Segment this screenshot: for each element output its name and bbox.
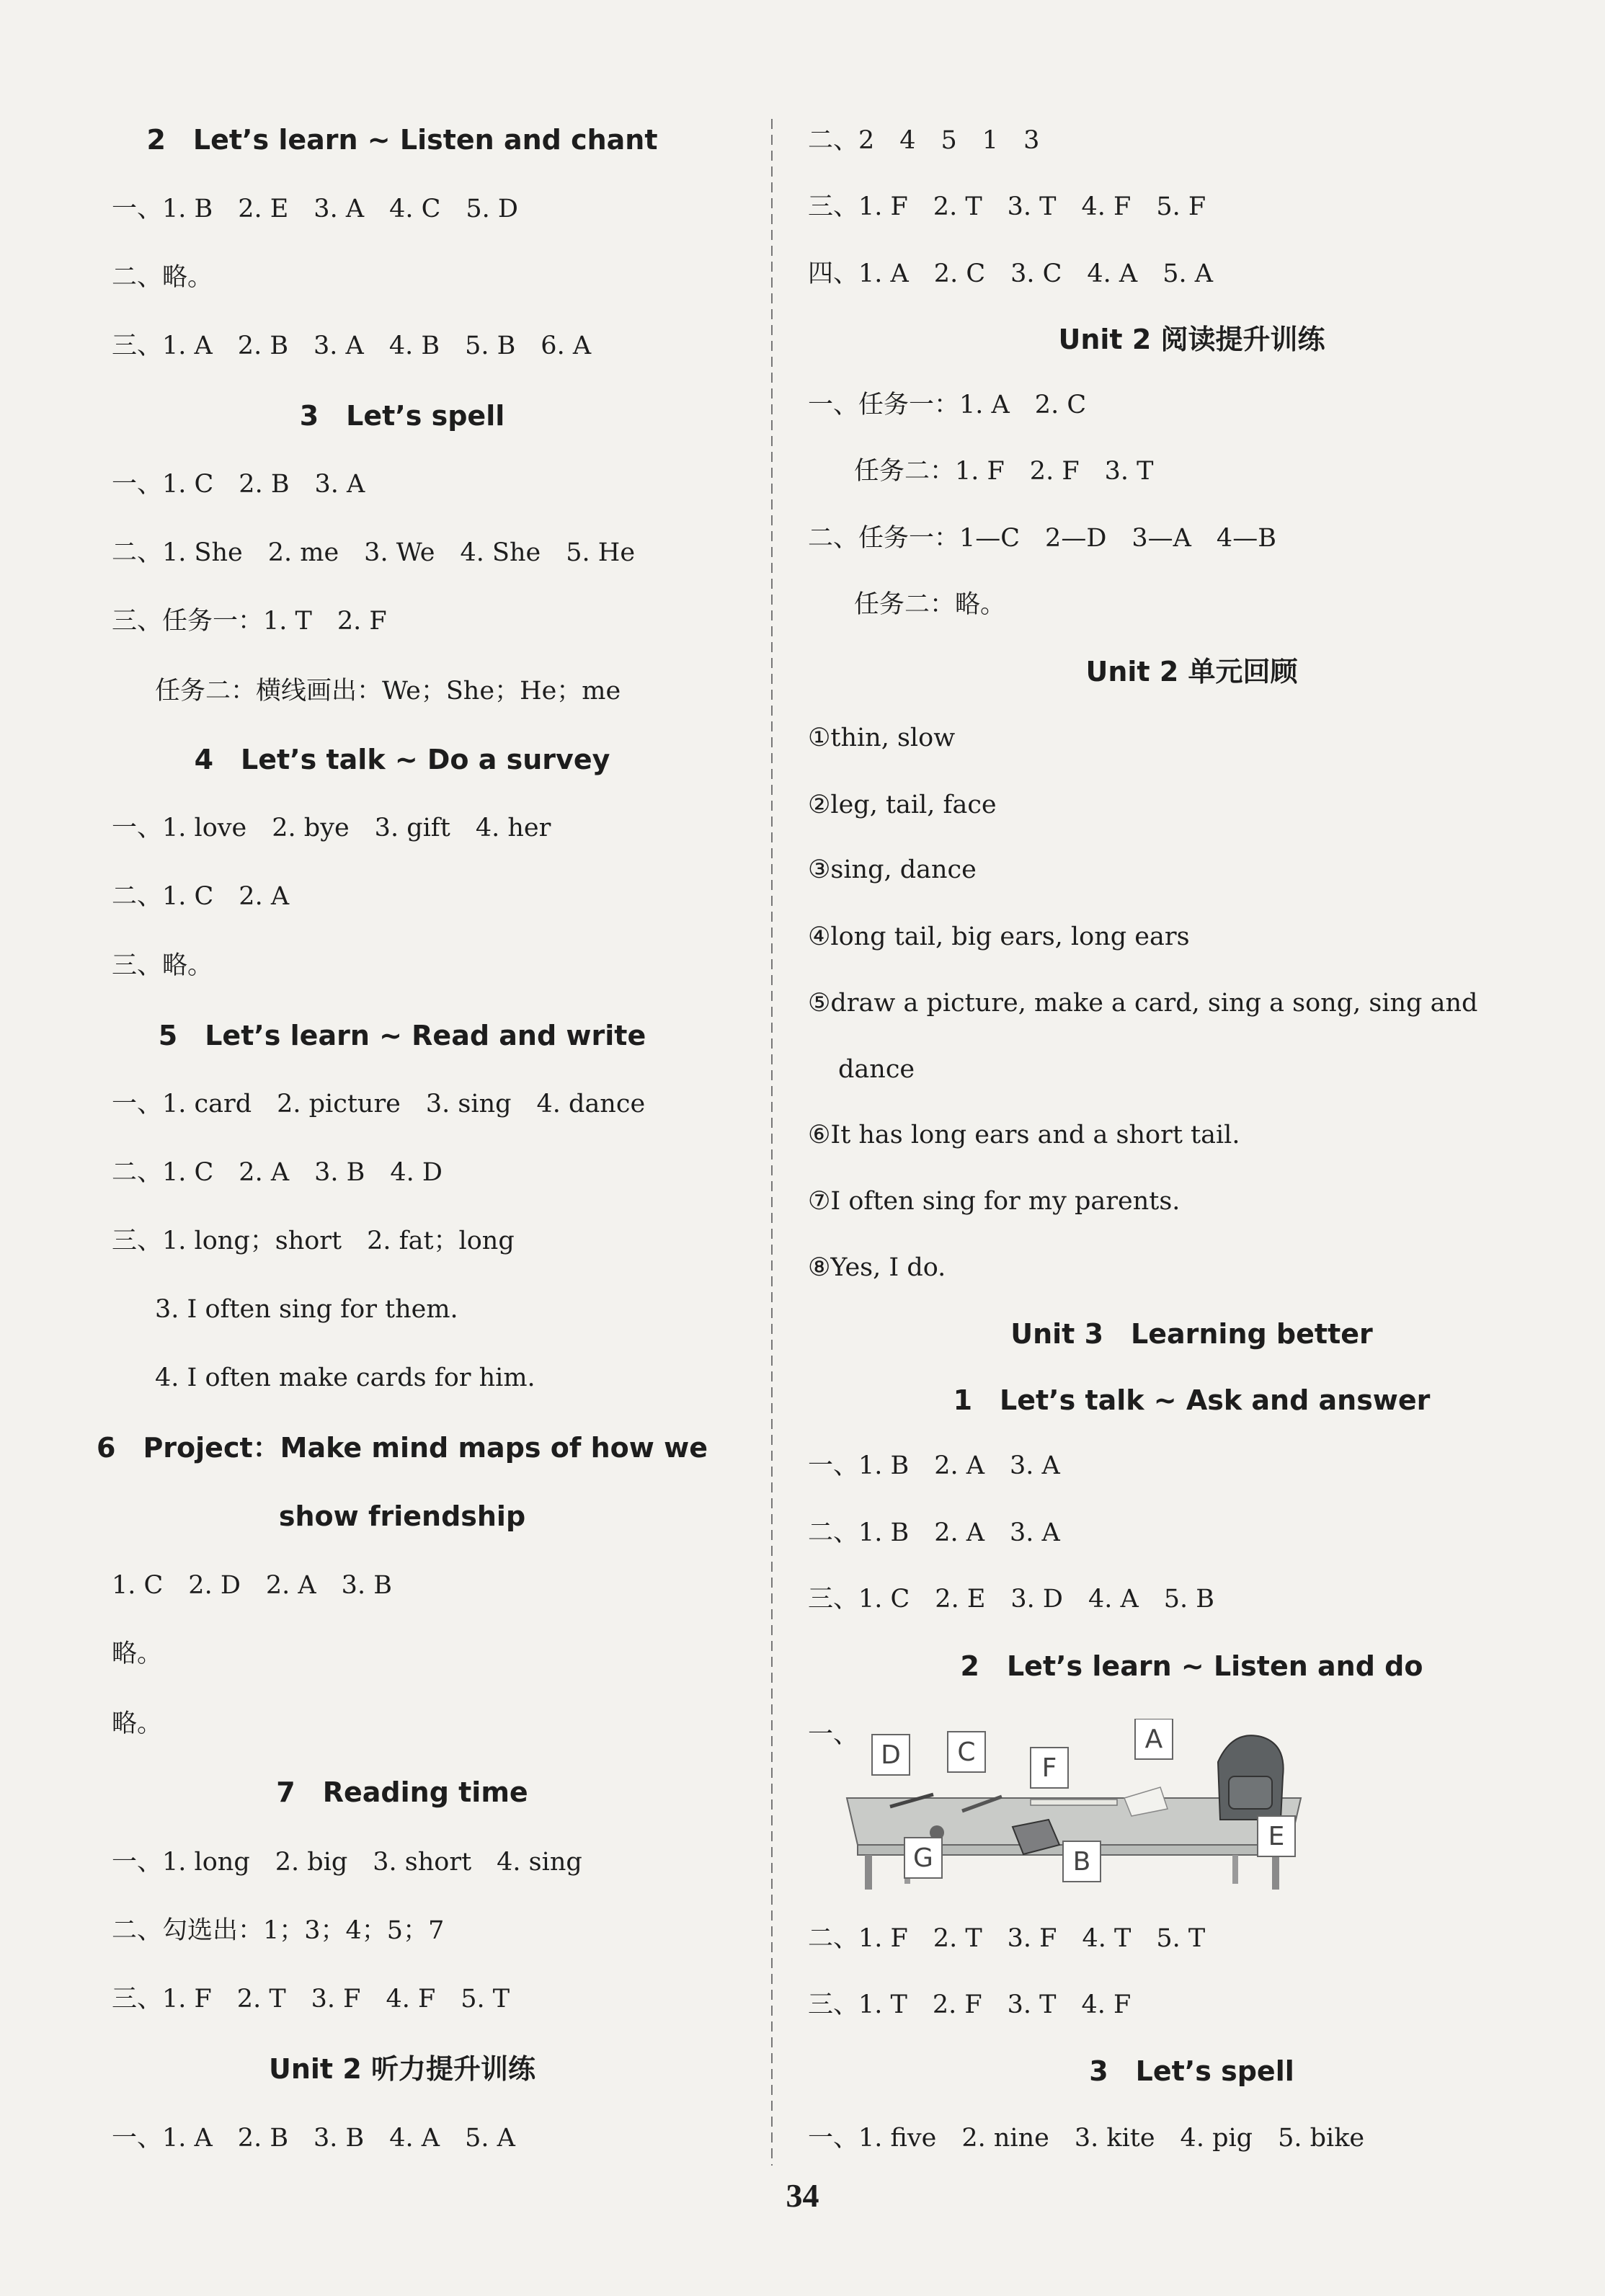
label-e	[1258, 1816, 1295, 1856]
section-heading: Unit 3 Learning better	[1010, 1318, 1373, 1350]
answer-line: ⑥It has long ears and a short tail.	[808, 1121, 1240, 1149]
label-b	[1063, 1841, 1101, 1882]
label-d	[872, 1735, 910, 1775]
answer-line: 三、1. long；short 2. fat；long	[112, 1227, 515, 1255]
answer-line: ⑤draw a picture, make a card, sing a song, sing and	[808, 989, 1478, 1018]
section-heading: 7 Reading time	[276, 1776, 528, 1808]
svg-text:D: D	[881, 1740, 901, 1770]
answer-line: 略。	[112, 1639, 163, 1668]
answer-line: 二、2 4 5 1 3	[808, 126, 1040, 155]
svg-text:E: E	[1268, 1822, 1285, 1851]
answer-line: 二、勾选出：1；3；4；5；7	[112, 1916, 445, 1945]
answer-line: 二、1. C 2. A 3. B 4. D	[112, 1158, 443, 1187]
answer-line: 三、任务一：1. T 2. F	[112, 607, 387, 636]
section-heading: 5 Let’s learn ~ Read and write	[158, 1020, 646, 1051]
answer-line: 三、1. F 2. T 3. T 4. F 5. F	[808, 192, 1206, 221]
answer-line: ④long tail, big ears, long ears	[808, 922, 1190, 951]
answer-line: 二、1. C 2. A	[112, 882, 290, 911]
section-heading: 2 Let’s learn ~ Listen and chant	[146, 124, 658, 156]
svg-text:G: G	[913, 1843, 933, 1873]
page-number: 34	[786, 2177, 819, 2214]
answer-line: 二、1. She 2. me 3. We 4. She 5. He	[112, 538, 636, 567]
section-heading: 4 Let’s talk ~ Do a survey	[194, 744, 610, 775]
answer-line: ⑧Yes, I do.	[808, 1253, 946, 1282]
section-heading: Unit 2 阅读提升训练	[1058, 324, 1325, 355]
answer-line: 二、略。	[112, 263, 213, 292]
answer-line: 二、1. F 2. T 3. F 4. T 5. T	[808, 1924, 1206, 1953]
answer-line: 一、1. A 2. B 3. B 4. A 5. A	[112, 2124, 515, 2153]
answer-line: ①thin, slow	[808, 724, 956, 752]
label-a	[1135, 1719, 1173, 1759]
section-heading: Unit 2 听力提升训练	[269, 2053, 535, 2085]
answer-line: 一、1. B 2. A 3. A	[808, 1451, 1060, 1480]
section-heading: 3 Let’s spell	[299, 400, 505, 432]
answer-line: 三、1. T 2. F 3. T 4. F	[808, 1990, 1131, 2019]
label-f	[1031, 1748, 1068, 1788]
classroom-desk-illustration	[840, 1719, 1308, 1892]
svg-text:C: C	[957, 1737, 976, 1767]
answer-line: 任务二：略。	[854, 590, 1006, 619]
answer-line: 1. C 2. D 2. A 3. B	[112, 1571, 392, 1600]
label-g	[904, 1838, 942, 1878]
answer-line: ③sing, dance	[808, 855, 977, 884]
answer-line: ⑦I often sing for my parents.	[808, 1187, 1181, 1216]
answer-line: 任务二：1. F 2. F 3. T	[854, 457, 1154, 486]
answer-line: 一、1. five 2. nine 3. kite 4. pig 5. bike	[808, 2124, 1365, 2153]
answer-line: 二、1. B 2. A 3. A	[808, 1518, 1060, 1547]
answer-line: 三、1. C 2. E 3. D 4. A 5. B	[808, 1585, 1214, 1614]
answer-line: 四、1. A 2. C 3. C 4. A 5. A	[808, 259, 1213, 288]
answer-line: 一、1. love 2. bye 3. gift 4. her	[112, 814, 551, 842]
answer-line: 三、1. F 2. T 3. F 4. F 5. T	[112, 1985, 510, 2014]
answer-line: 3. I often sing for them.	[155, 1295, 458, 1324]
answer-line: 一、1. long 2. big 3. short 4. sing	[112, 1848, 582, 1877]
svg-text:A: A	[1144, 1725, 1163, 1754]
svg-text:B: B	[1072, 1847, 1091, 1877]
section-heading: 3 Let’s spell	[1089, 2055, 1294, 2087]
answer-line: 二、任务一：1—C 2—D 3—A 4—B	[808, 524, 1276, 553]
column-divider	[771, 119, 773, 2166]
answer-line: 4. I often make cards for him.	[155, 1363, 535, 1392]
answer-line: 一、	[808, 1720, 859, 1749]
answer-line: 三、略。	[112, 951, 213, 980]
section-heading: show friendship	[278, 1500, 526, 1532]
section-heading: 1 Let’s talk ~ Ask and answer	[953, 1384, 1431, 1416]
answer-line: 一、1. card 2. picture 3. sing 4. dance	[112, 1090, 646, 1118]
answer-line: 一、1. B 2. E 3. A 4. C 5. D	[112, 195, 518, 223]
section-heading: Unit 2 单元回顾	[1085, 656, 1298, 688]
svg-text:F: F	[1041, 1753, 1057, 1783]
answer-line: dance	[838, 1055, 915, 1084]
answer-line: 任务二：横线画出：We；She；He；me	[155, 677, 621, 706]
label-c	[948, 1732, 985, 1772]
section-heading: 6 Project：Make mind maps of how we	[97, 1432, 708, 1464]
section-heading: 2 Let’s learn ~ Listen and do	[960, 1650, 1423, 1682]
answer-line: 一、1. C 2. B 3. A	[112, 470, 365, 499]
answer-line: 三、1. A 2. B 3. A 4. B 5. B 6. A	[112, 332, 592, 360]
answer-line: 一、任务一：1. A 2. C	[808, 391, 1087, 419]
answer-line: 略。	[112, 1709, 163, 1738]
answer-line: ②leg, tail, face	[808, 791, 997, 819]
